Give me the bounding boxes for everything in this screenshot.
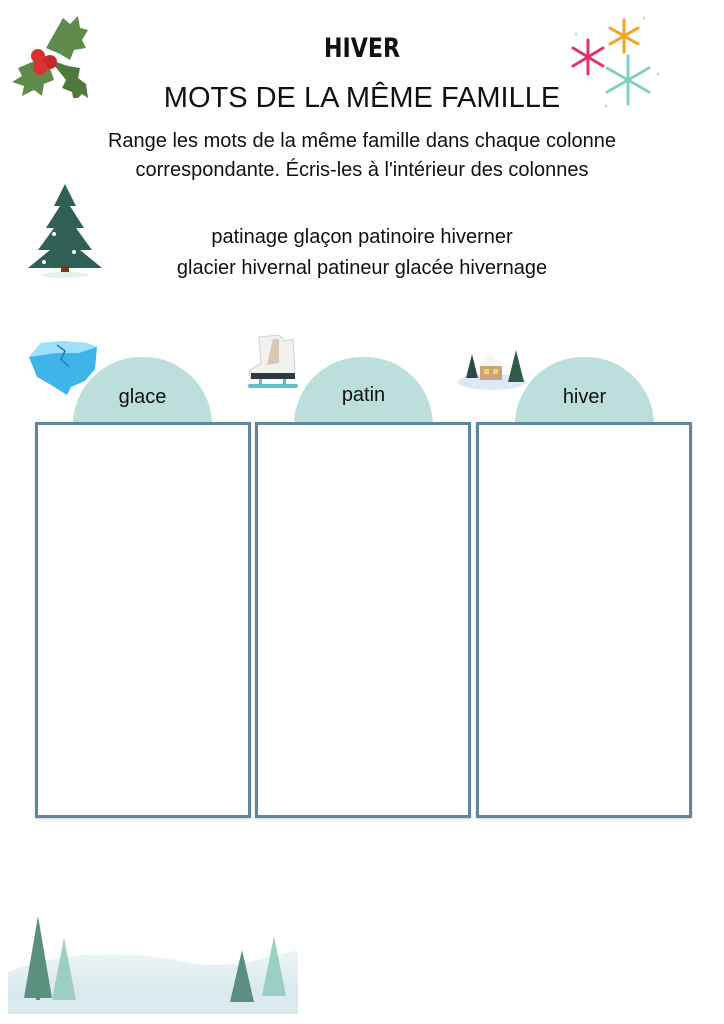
column-patin-answer-area[interactable] xyxy=(255,422,471,818)
column-hiver-answer-area[interactable] xyxy=(476,422,692,818)
word-bank-line-2: glacier hivernal patineur glacée hivernage xyxy=(176,257,548,279)
word-bank-line-1: patinage glaçon patinoire hiverner xyxy=(211,226,513,248)
winter-cabin-icon xyxy=(456,342,528,392)
column-label-glace: glace xyxy=(118,386,167,408)
instructions-line-2: correspondante. Écris-les à l'intérieur des colonnes xyxy=(135,159,589,181)
page-title: HIVER xyxy=(323,33,401,64)
word-bank xyxy=(0,222,724,284)
column-label-patin: patin xyxy=(341,384,386,406)
snowy-landscape-icon xyxy=(6,910,298,1016)
ice-skate-icon xyxy=(245,333,301,393)
column-label-hiver: hiver xyxy=(562,386,607,408)
instructions xyxy=(0,127,724,185)
page-subtitle: MOTS DE LA MÊME FAMILLE xyxy=(163,82,561,114)
instructions-line-1: Range les mots de la même famille dans chaque colonne xyxy=(107,130,617,152)
column-glace-answer-area[interactable] xyxy=(35,422,251,818)
